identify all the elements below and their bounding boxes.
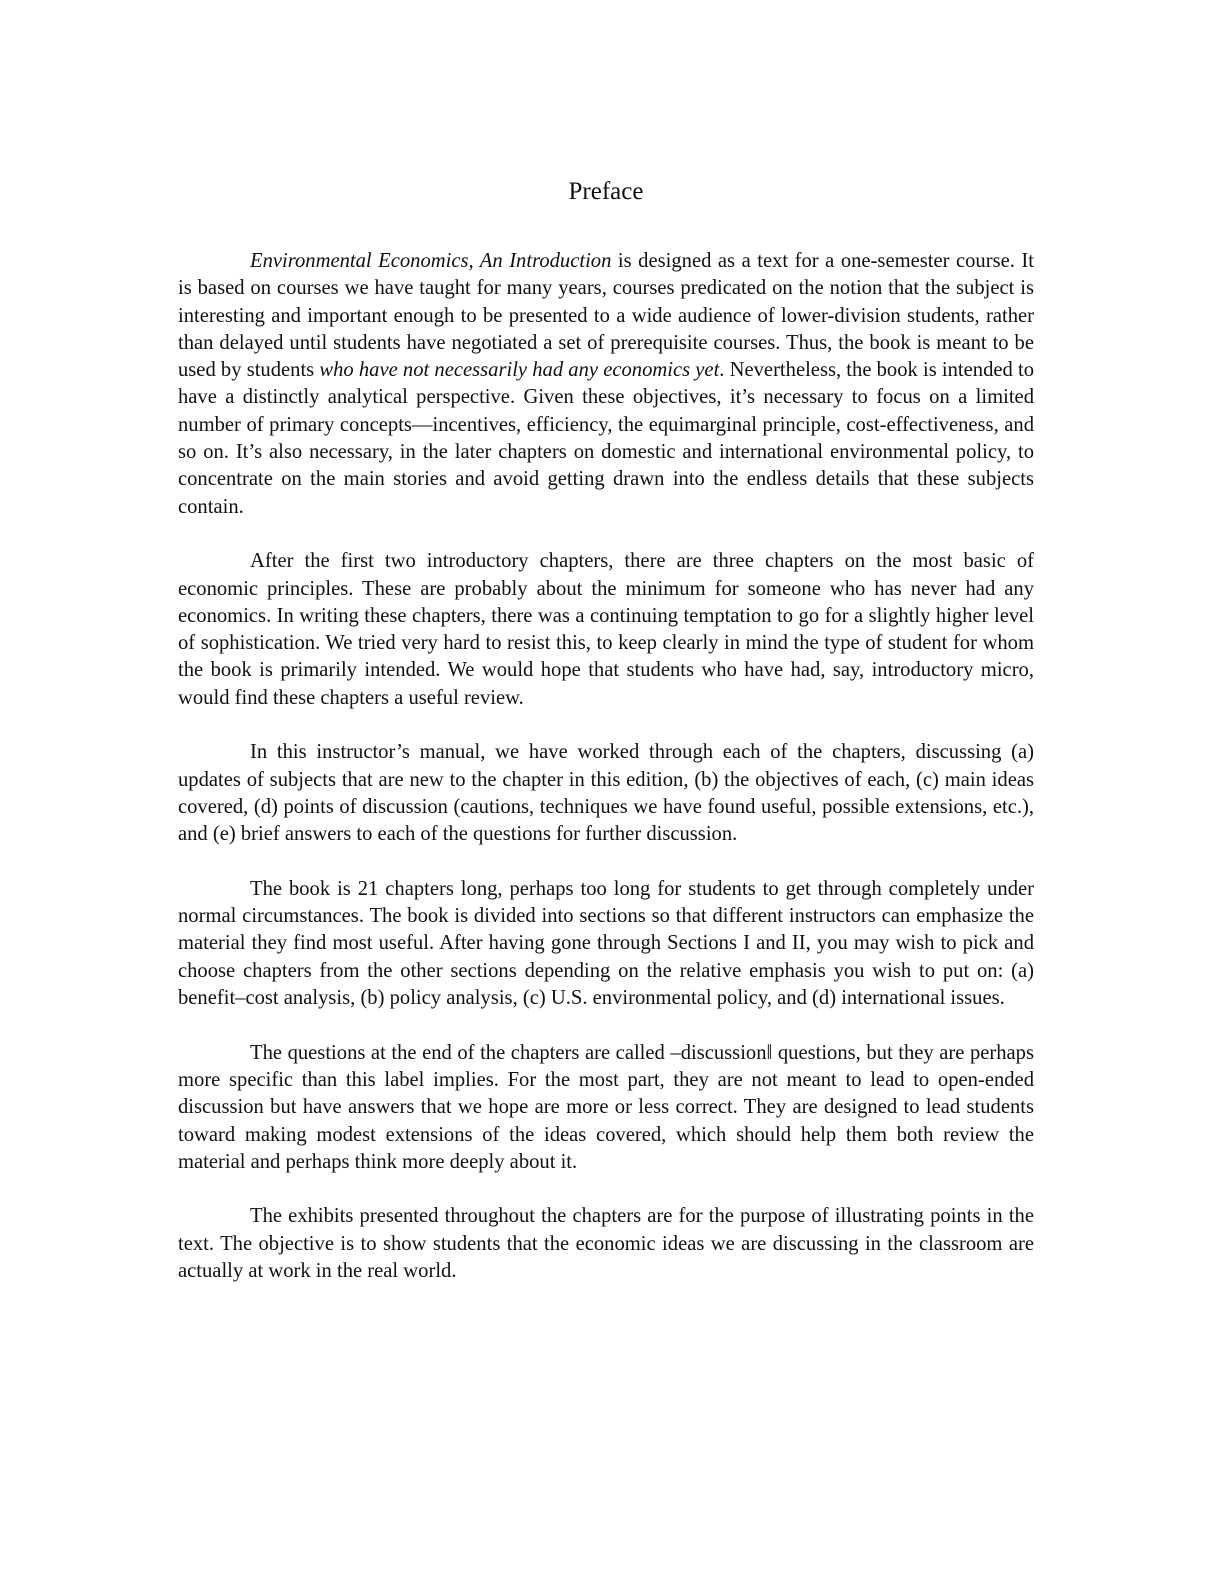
paragraph: [178, 876, 1034, 1012]
paragraph: [178, 248, 1034, 521]
page-title: Preface: [568, 178, 644, 205]
text-run: The questions at the end of the chapters are called –discussion‖ questions, but they are perhaps more specific than this label implies. For the most part, they are not meant to lead to open-ended discussion but have answers that we hope are more or less correct. They are designed to lead students toward making modest extensions of the ideas covered, which should help them both review the material and perhaps think more deeply about it.: [178, 1041, 1034, 1173]
text-run: . Nevertheless, the book is intended to have a distinctly analytical perspective. Given these objectives, it’s necessary to focus on a limited number of primary concepts—incentives, efficiency, the equimarginal principle, cost-effectiveness, and so on. It’s also necessary, in the later chapters on domestic and international environmental policy, to concentrate on the main stories and avoid getting drawn into the endless details that these subjects contain.: [178, 359, 1035, 518]
paragraph: [178, 1203, 1034, 1285]
paragraph: [178, 548, 1034, 712]
text-run: After the first two introductory chapters, there are three chapters on the most basic of economic principles. These are probably about the minimum for someone who has never had any economics. In writing these chapters, there was a continuing temptation to go for a slightly higher level of sophistication. We tried very hard to resist this, to keep clearly in mind the type of student for whom the book is primarily intended. We would hope that students who have had, say, introductory micro, would find these chapters a useful review.: [178, 550, 1034, 709]
text-run: The exhibits presented throughout the chapters are for the purpose of illustrating points in the text. The objective is to show students that the economic ideas we are discussing in the classroom are actually at work in the real world.: [178, 1205, 1034, 1282]
paragraph: [178, 1040, 1034, 1176]
italic-text-run: who have not necessarily had any economics yet: [319, 359, 720, 382]
document-page: [178, 172, 1034, 1313]
text-run: In this instructor’s manual, we have worked through each of the chapters, discussing (a) updates of subjects that are new to the chapter in this edition, (b) the objectives of each, (c) main ideas covered, (d) points of discussion (cautions, techniques we have found useful, possible extensions, etc.), and (e) brief answers to each of the questions for further discussion.: [178, 741, 1034, 846]
text-run: is designed as a text for a one-semester course. It is based on courses we have taught for many years, courses predicated on the notion that the subject is interesting and important enough to be presented to a wide audience of lower-division students, rather than delayed until students have negotiated a set of prerequisite courses. Thus, the book is meant to be used by students: [178, 250, 1034, 382]
paragraph: [178, 739, 1034, 848]
italic-text-run: Environmental Economics, An Introduction: [250, 250, 612, 272]
text-run: The book is 21 chapters long, perhaps too long for students to get through completely under normal circumstances. The book is divided into sections so that different instructors can emphasize the material they find most useful. After having gone through Sections I and II, you may wish to pick and choose chapters from the other sections depending on the relative emphasis you wish to put on: (a) benefit–cost analysis, (b) policy analysis, (c) U.S. environmental policy, and (d) international issues.: [178, 877, 1034, 1010]
